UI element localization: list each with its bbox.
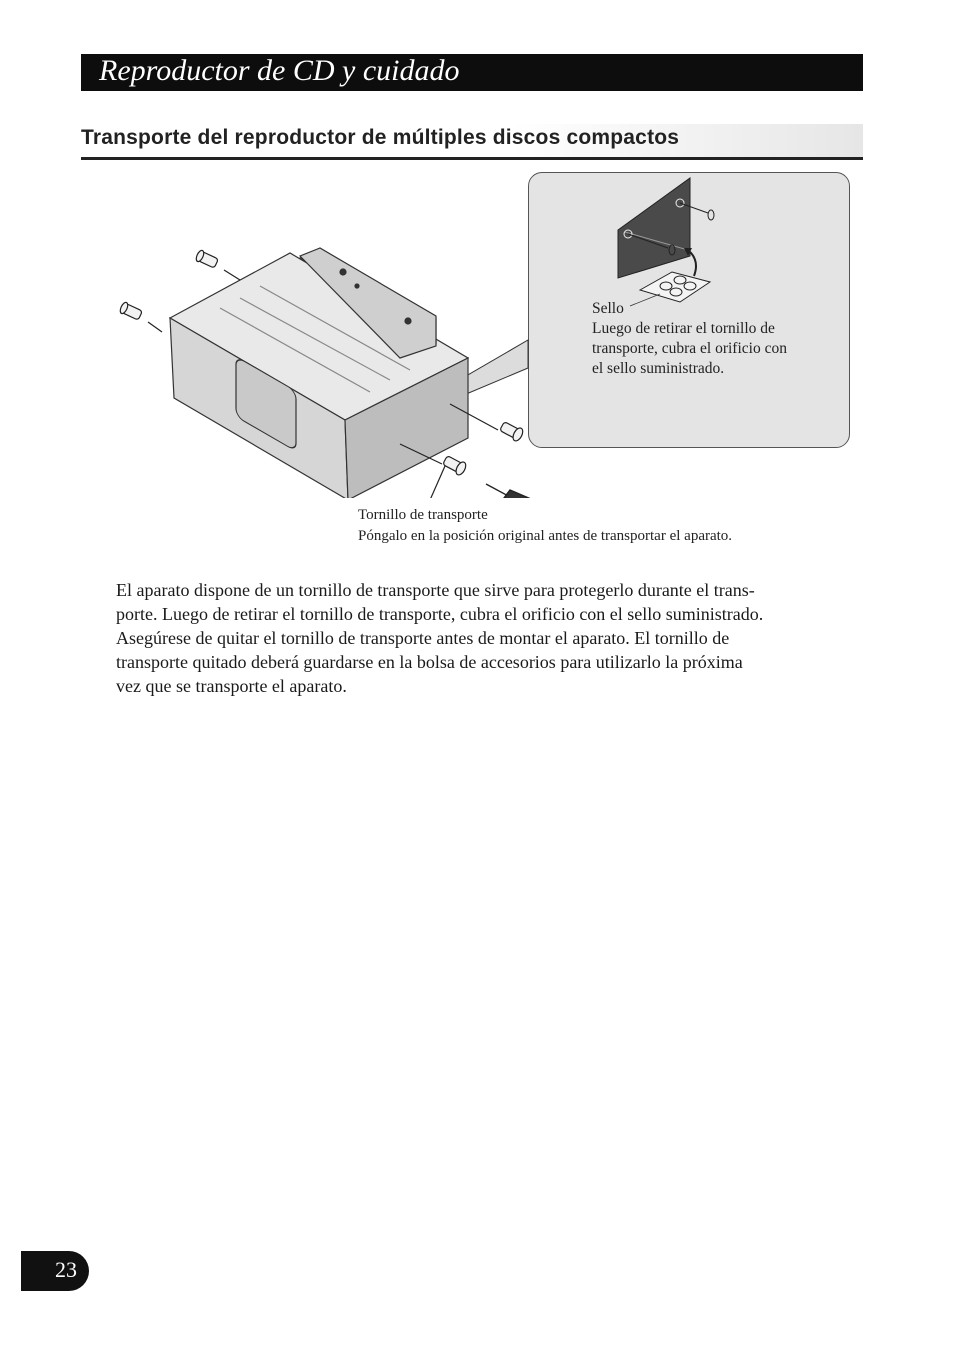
section-title-bar	[81, 54, 863, 91]
seal-callout-text	[592, 299, 842, 379]
subsection-title: Transporte del reproductor de múltiples discos compactos	[81, 126, 680, 149]
body-line: vez que se transporte el aparato.	[116, 676, 347, 696]
screw-note: Póngalo en la posición original antes de transportar el aparato.	[358, 528, 733, 544]
body-paragraph	[116, 578, 846, 698]
screw-caption	[358, 505, 732, 547]
seal-label: Sello	[592, 300, 624, 317]
section-title: Reproductor de CD y cuidado	[99, 54, 460, 87]
screwdriver-icon	[486, 484, 538, 498]
body-line: porte. Luego de retirar el tornillo de transporte, cubra el orificio con el sello suministrado.	[116, 604, 764, 624]
seal-note-line: el sello suministrado.	[592, 360, 725, 377]
seal-note-line: Luego de retirar el tornillo de	[592, 320, 775, 337]
body-line: transporte quitado deberá guardarse en la bolsa de accesorios para utilizarlo la próxima	[116, 652, 743, 672]
page-number: 23	[55, 1257, 77, 1282]
seal-panel-drawing	[618, 178, 714, 306]
page-number-badge	[21, 1251, 89, 1291]
body-line: Asegúrese de quitar el tornillo de transporte antes de montar el aparato. El tornillo de	[116, 628, 730, 648]
screw-label: Tornillo de transporte	[358, 507, 488, 523]
unit-body	[170, 248, 468, 498]
subsection-heading	[81, 124, 863, 160]
body-line: El aparato dispone de un tornillo de transporte que sirve para protegerlo durante el trans-	[116, 580, 755, 600]
seal-note-line: transporte, cubra el orificio con	[592, 340, 787, 357]
